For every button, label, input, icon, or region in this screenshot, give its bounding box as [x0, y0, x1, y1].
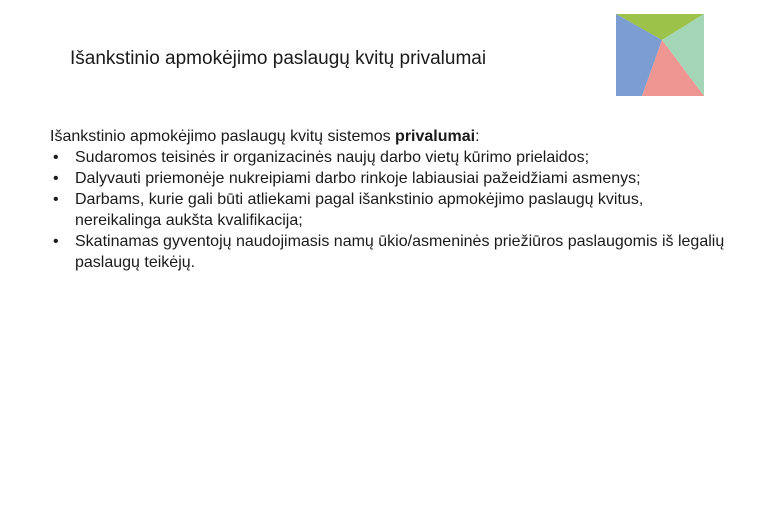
- intro-suffix: :: [475, 128, 480, 145]
- bullet-item: [50, 189, 730, 231]
- bullet-dot: •: [53, 233, 59, 250]
- intro-bold: privalumai: [395, 128, 476, 145]
- bullet-text: Darbams, kurie gali būti atliekami pagal išankstinio apmokėjimo paslaugų kvitus, nereikalinga aukšta kvalifikacija;: [75, 191, 644, 229]
- intro-line: [50, 126, 730, 147]
- bullet-dot: •: [53, 191, 59, 208]
- bullet-list: [50, 147, 730, 273]
- intro-prefix: Išankstinio apmokėjimo paslaugų kvitų sistemos: [50, 128, 396, 145]
- bullet-text: Skatinamas gyventojų naudojimasis namų ūkio/asmeninės priežiūros paslaugomis iš legalių paslaugų teikėjų.: [75, 233, 725, 271]
- bullet-dot: •: [53, 149, 59, 166]
- bullet-item: [50, 147, 730, 168]
- bullet-text: Dalyvauti priemonėje nukreipiami darbo rinkoje labiausiai pažeidžiami asmenys;: [75, 170, 641, 187]
- bullet-dot: •: [53, 170, 59, 187]
- slide-title: Išankstinio apmokėjimo paslaugų kvitų privalumai: [70, 48, 487, 69]
- bullet-item: [50, 231, 730, 273]
- bullet-item: [50, 168, 730, 189]
- bullet-text: Sudaromos teisinės ir organizacinės naujų darbo vietų kūrimo prielaidos;: [75, 149, 590, 166]
- content-body: [50, 126, 730, 273]
- logo: [616, 14, 704, 96]
